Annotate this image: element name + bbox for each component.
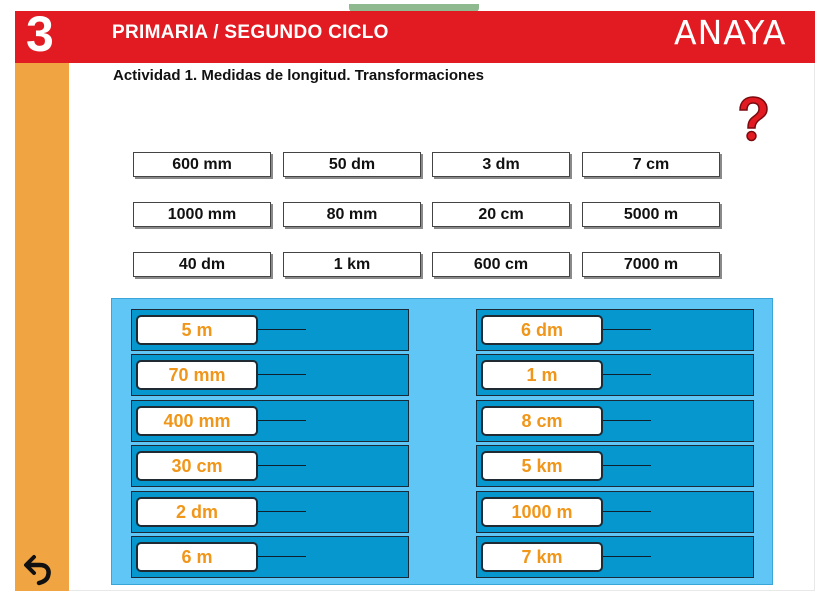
target-label: 1000 m xyxy=(481,497,603,527)
option-card[interactable]: 80 mm xyxy=(283,202,421,227)
drop-line[interactable] xyxy=(258,374,306,375)
drop-line[interactable] xyxy=(603,465,651,466)
target-label: 2 dm xyxy=(136,497,258,527)
target-label: 30 cm xyxy=(136,451,258,481)
drop-line[interactable] xyxy=(258,465,306,466)
match-row[interactable] xyxy=(131,491,409,533)
drop-line[interactable] xyxy=(258,420,306,421)
level-number: 3 xyxy=(26,6,54,62)
drop-line[interactable] xyxy=(258,329,306,330)
activity-title: Actividad 1. Medidas de longitud. Transformaciones xyxy=(113,67,484,84)
target-label: 8 cm xyxy=(481,406,603,436)
match-row[interactable] xyxy=(476,536,754,578)
back-button[interactable] xyxy=(22,552,58,586)
option-card[interactable]: 5000 m xyxy=(582,202,720,227)
option-card[interactable]: 1 km xyxy=(283,252,421,277)
option-card[interactable]: 7000 m xyxy=(582,252,720,277)
back-arrow-icon xyxy=(22,552,58,586)
drop-line[interactable] xyxy=(603,556,651,557)
target-label: 70 mm xyxy=(136,360,258,390)
target-label: 7 km xyxy=(481,542,603,572)
drop-line[interactable] xyxy=(258,556,306,557)
drop-line[interactable] xyxy=(603,511,651,512)
drop-line[interactable] xyxy=(258,511,306,512)
match-row[interactable] xyxy=(131,400,409,442)
drop-line[interactable] xyxy=(603,420,651,421)
target-label: 1 m xyxy=(481,360,603,390)
option-card[interactable]: 600 cm xyxy=(432,252,570,277)
target-label: 400 mm xyxy=(136,406,258,436)
match-row[interactable] xyxy=(476,354,754,396)
match-row[interactable] xyxy=(476,445,754,487)
target-label: 6 dm xyxy=(481,315,603,345)
drop-line[interactable] xyxy=(603,329,651,330)
drop-line[interactable] xyxy=(603,374,651,375)
option-card[interactable]: 20 cm xyxy=(432,202,570,227)
match-row[interactable] xyxy=(476,491,754,533)
brand-logo: ANAYA xyxy=(674,13,787,52)
option-card[interactable]: 1000 mm xyxy=(133,202,271,227)
side-bar xyxy=(15,63,69,591)
match-row[interactable] xyxy=(476,309,754,351)
match-row[interactable] xyxy=(131,445,409,487)
match-row[interactable] xyxy=(476,400,754,442)
option-card[interactable]: 40 dm xyxy=(133,252,271,277)
option-card[interactable]: 7 cm xyxy=(582,152,720,177)
match-row[interactable] xyxy=(131,354,409,396)
match-row[interactable] xyxy=(131,309,409,351)
option-card[interactable]: 3 dm xyxy=(432,152,570,177)
target-label: 6 m xyxy=(136,542,258,572)
help-button[interactable] xyxy=(730,94,776,142)
target-label: 5 m xyxy=(136,315,258,345)
header-title: PRIMARIA / SEGUNDO CICLO xyxy=(112,22,389,43)
option-card[interactable]: 50 dm xyxy=(283,152,421,177)
match-row[interactable] xyxy=(131,536,409,578)
option-card[interactable]: 600 mm xyxy=(133,152,271,177)
question-mark-icon xyxy=(730,94,776,142)
target-label: 5 km xyxy=(481,451,603,481)
